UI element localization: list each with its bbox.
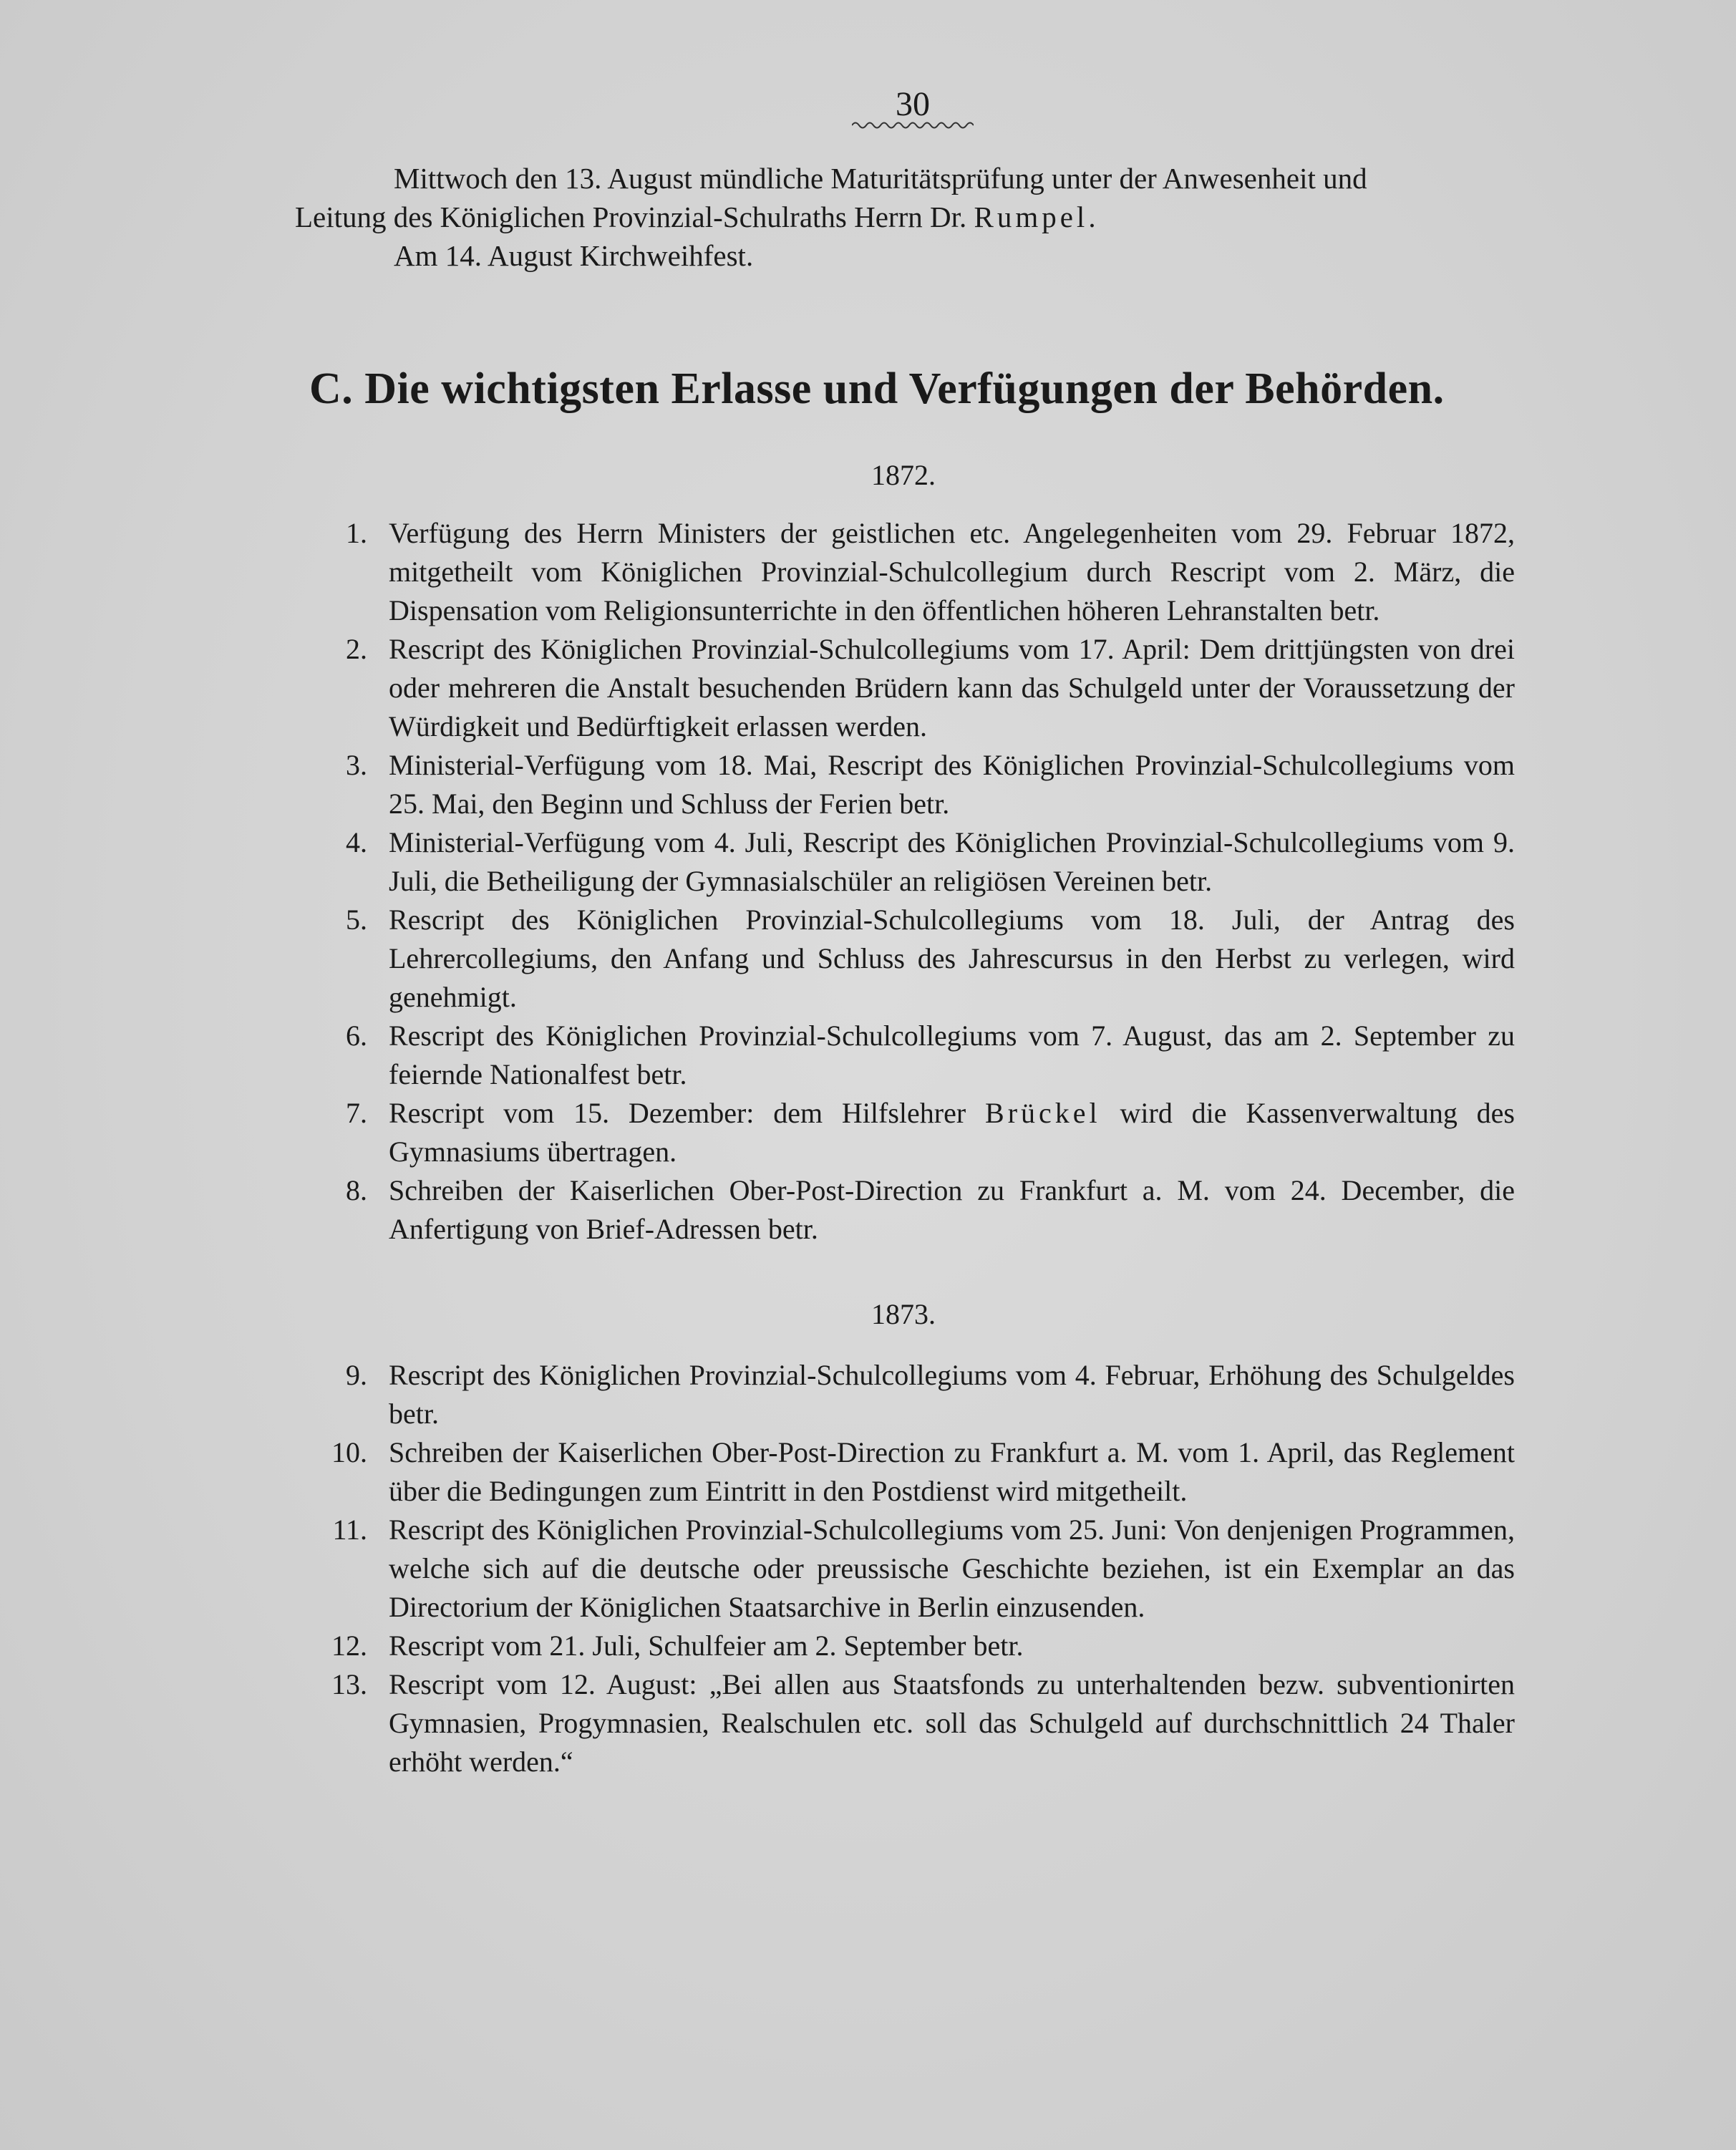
decree-list-1873 [321,1356,1515,1781]
item-number: 1. [346,517,367,549]
list-item [321,901,1515,1017]
intro-line-2-text: Leitung des Königlichen Provinzial-Schulraths Herrn Dr. [295,200,974,233]
page-number-ornament [852,120,974,130]
list-item [321,1017,1515,1094]
item-number: 4. [346,826,367,858]
item-text-part: Rescript vom 15. Dezember: dem Hilfslehrer [389,1097,986,1129]
year-heading-1872: 1872. [871,459,936,491]
item-text: Schreiben der Kaiserlichen Ober-Post-Direction zu Frankfurt a. M. vom 1. April, das Reglement über die Bedingungen zum Eintritt in den Postdienst wird mitgetheilt. [389,1436,1515,1507]
person-name-rumpel: Rumpel [974,200,1089,233]
list-item [321,746,1515,823]
list-item [321,1627,1515,1665]
item-text: Rescript des Königlichen Provinzial-Schulcollegiums vom 18. Juli, der Antrag des Lehrercollegiums, den Anfang und Schluss des Jahrescursus in den Herbst zu verlegen, wird genehmigt. [389,904,1515,1013]
list-item [321,630,1515,746]
list-item [321,1511,1515,1627]
item-number: 2. [346,633,367,665]
item-number: 5. [346,904,367,936]
intro-line-3: Am 14. August Kirchweihfest. [394,239,754,272]
item-number: 13. [331,1668,367,1700]
intro-line-2 [295,198,1512,236]
list-item [321,514,1515,630]
item-number: 7. [346,1097,367,1129]
item-text: Ministerial-Verfügung vom 18. Mai, Rescript des Königlichen Provinzial-Schulcollegiums vom 25. Mai, den Beginn und Schluss der Ferien betr. [389,749,1515,820]
item-number: 9. [346,1359,367,1391]
list-item [321,1094,1515,1171]
item-number: 10. [331,1436,367,1468]
item-text: Verfügung des Herrn Ministers der geistlichen etc. Angelegenheiten vom 29. Februar 1872, mitgetheilt vom Königlichen Provinzial-Schulcollegium durch Rescript vom 2. März, die Dispensation vom Religionsunterrichte in den öffentlichen höheren Lehranstalten betr. [389,517,1515,626]
item-text: Rescript des Königlichen Provinzial-Schulcollegiums vom 4. Februar, Erhöhung des Schulgeldes betr. [389,1359,1515,1430]
item-text: Rescript vom 21. Juli, Schulfeier am 2. September betr. [389,1630,1024,1662]
item-number: 8. [346,1174,367,1206]
page-number: 30 [896,85,930,123]
intro-line-2-end: . [1088,200,1096,233]
item-number: 12. [331,1630,367,1662]
list-item [321,1433,1515,1511]
intro-block [295,159,1512,275]
intro-line-1: Mittwoch den 13. August mündliche Maturitätsprüfung unter der Anwesenheit und [394,162,1367,195]
item-text: Schreiben der Kaiserlichen Ober-Post-Direction zu Frankfurt a. M. vom 24. December, die Anfertigung von Brief-Adressen betr. [389,1174,1515,1245]
list-item [321,1665,1515,1781]
item-number: 3. [346,749,367,781]
list-item [321,823,1515,901]
item-text: Ministerial-Verfügung vom 4. Juli, Rescript des Königlichen Provinzial-Schulcollegiums vom 9. Juli, die Betheiligung der Gymnasialschüler an religiösen Vereinen betr. [389,826,1515,897]
item-text: Rescript des Königlichen Provinzial-Schulcollegiums vom 17. April: Dem drittjüngsten von drei oder mehreren die Anstalt besuchenden Brüdern kann das Schulgeld unter der Voraussetzung der Würdigkeit und Bedürftigkeit erlassen werden. [389,633,1515,742]
item-text-part: wird die Kassenverwaltung des Gymnasiums übertragen. [389,1097,1515,1168]
list-item [321,1356,1515,1433]
item-number: 6. [346,1020,367,1052]
year-heading-1873: 1873. [871,1298,936,1330]
list-item [321,1171,1515,1249]
item-number: 11. [332,1514,367,1546]
item-text: Rescript des Königlichen Provinzial-Schulcollegiums vom 7. August, das am 2. September zu feiernde Nationalfest betr. [389,1020,1515,1090]
item-text: Rescript des Königlichen Provinzial-Schulcollegiums vom 25. Juni: Von denjenigen Programmen, welche sich auf die deutsche oder preussische Geschichte beziehen, ist ein Exemplar an das Directorium der Königlichen Staatsarchive in Berlin einzusenden. [389,1514,1515,1623]
item-text [389,1094,1515,1171]
item-text: Rescript vom 12. August: „Bei allen aus Staatsfonds zu unterhaltenden bezw. subventionirten Gymnasien, Progymnasien, Realschulen etc. soll das Schulgeld auf durchschnittlich 24 Thaler erhöht werden.“ [389,1668,1515,1778]
decree-list-1872 [321,514,1515,1249]
person-name-brueckel: Brückel [985,1097,1101,1129]
section-heading: C. Die wichtigsten Erlasse und Verfügungen der Behörden. [309,364,1445,413]
